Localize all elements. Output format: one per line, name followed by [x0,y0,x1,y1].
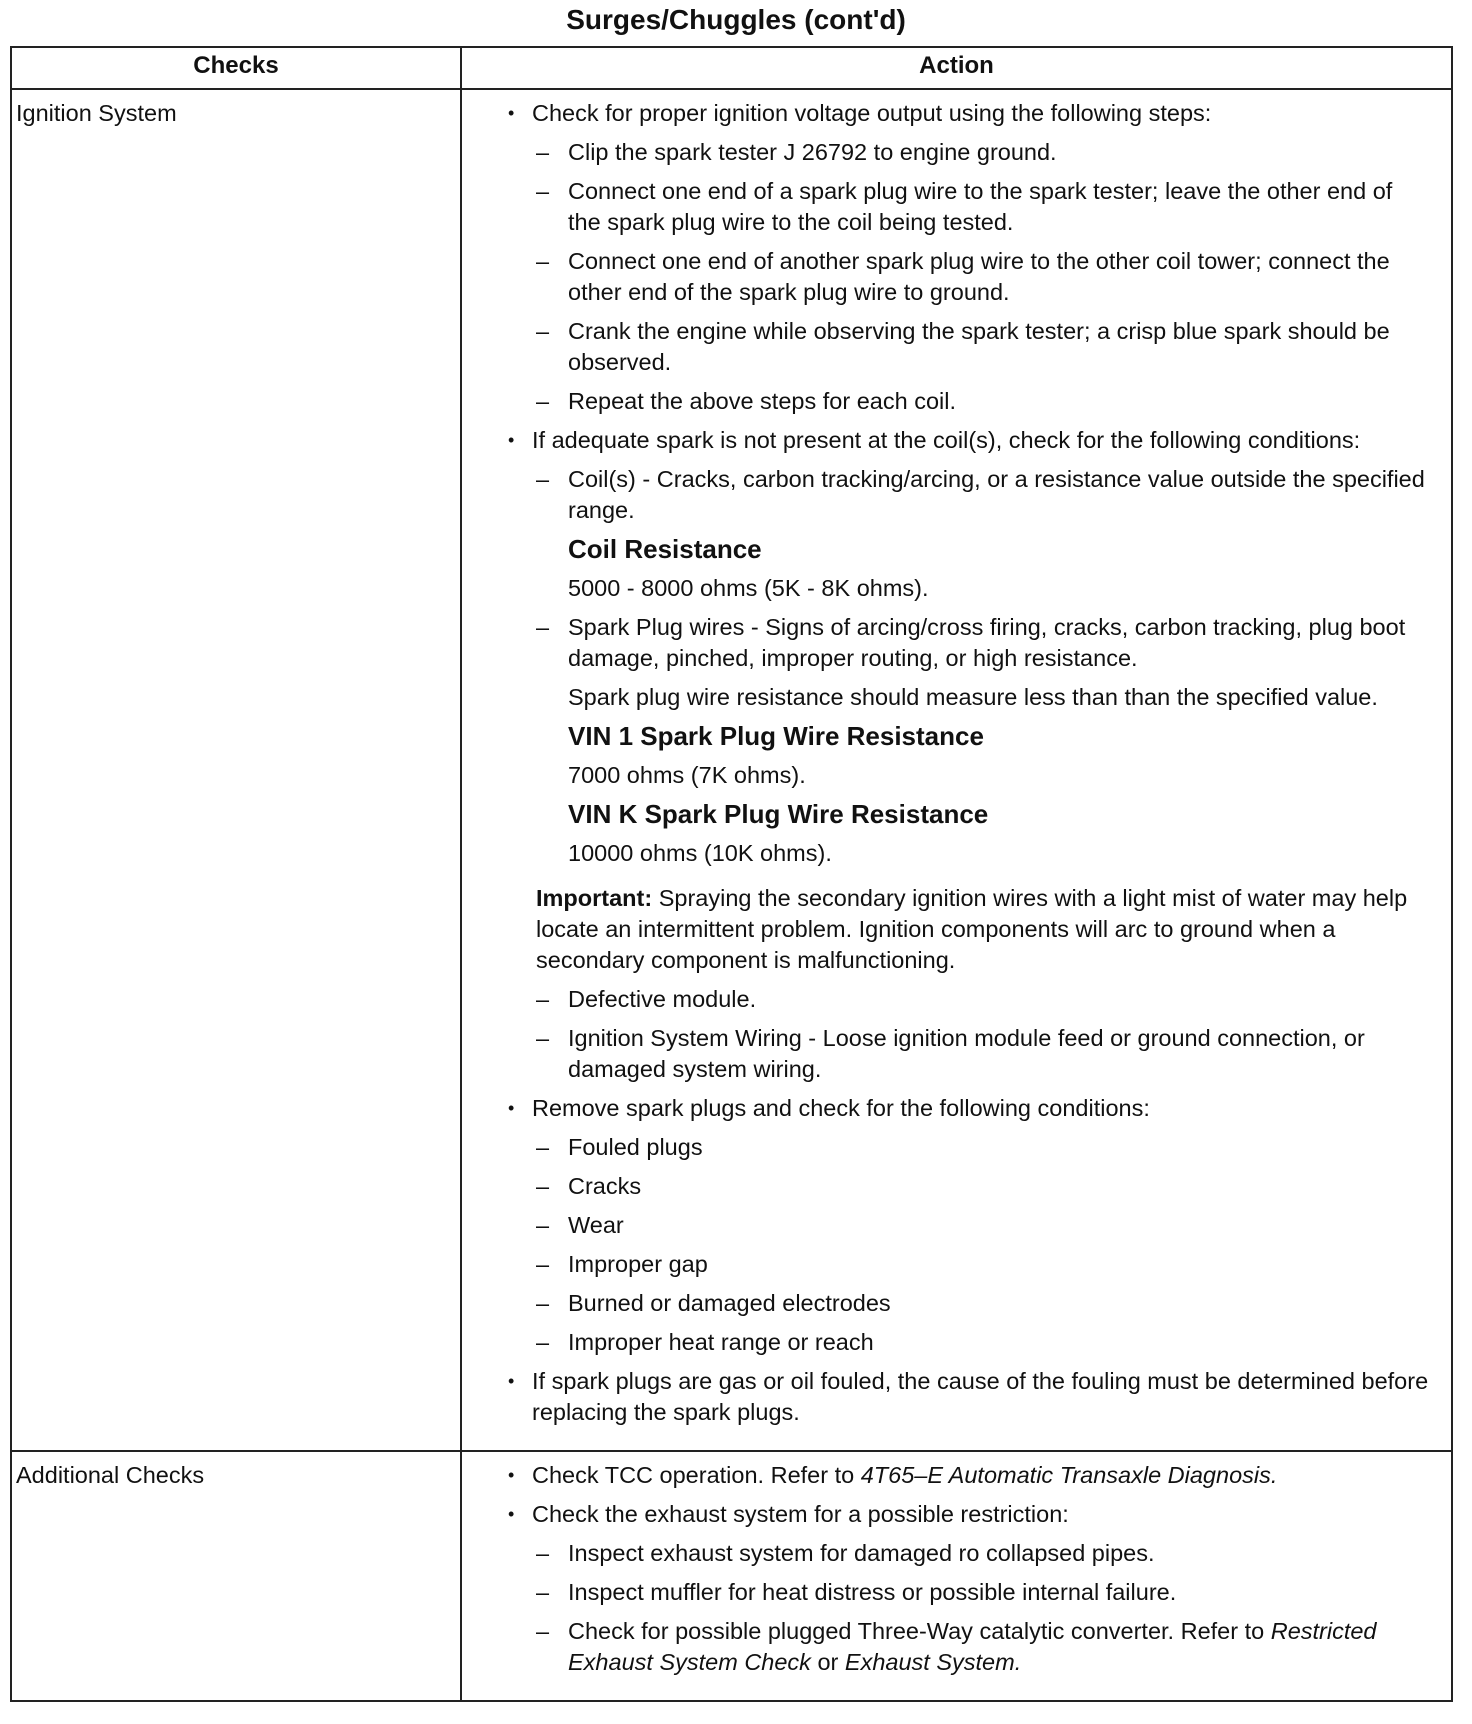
plug-condition: – Improper gap [508,1249,1431,1280]
wire-resistance-note: Spark plug wire resistance should measure less than than the specified value. [568,684,1378,710]
action-header: Action [461,47,1452,89]
action-cell [461,1451,1452,1701]
plug-condition: – Improper heat range or reach [508,1327,1431,1358]
bullet-item: • Check the exhaust system for a possible restriction: [508,1499,1431,1530]
tcc-text: Check TCC operation. Refer to [532,1462,861,1488]
table-row [11,1451,1452,1701]
page-title: Surges/Chuggles (cont'd) [566,4,906,35]
cat-or: or [810,1649,845,1675]
diagnostic-table [10,46,1453,1702]
important-note [508,883,1431,976]
action-cell [461,89,1452,1451]
condition-wiring: – Ignition System Wiring - Loose ignition module feed or ground connection, or damaged system wiring. [508,1023,1431,1085]
plug-condition: – Wear [508,1210,1431,1241]
step-item: – Connect one end of another spark plug wire to the other coil tower; connect the other end of the spark plug wire to ground. [508,246,1431,308]
vin1-resistance-heading: VIN 1 Spark Plug Wire Resistance [568,721,984,751]
plug-condition: – Fouled plugs [508,1132,1431,1163]
bullet-item: • If spark plugs are gas or oil fouled, the cause of the fouling must be determined before replacing the spark plugs. [508,1366,1431,1428]
check-additional: Additional Checks [11,1451,461,1701]
important-text: Spraying the secondary ignition wires with a light mist of water may help locate an intermittent problem. Ignition components will arc to ground when a secondary component is malfunctioning. [536,885,1408,973]
coil-resistance-value: 5000 - 8000 ohms (5K - 8K ohms). [568,575,929,601]
coil-resistance-heading: Coil Resistance [568,534,762,564]
checks-header: Checks [11,47,461,89]
plug-condition: – Burned or damaged electrodes [508,1288,1431,1319]
header-row [11,47,1452,89]
vink-resistance-heading: VIN K Spark Plug Wire Resistance [568,799,989,829]
bullet-item: • If adequate spark is not present at the coil(s), check for the following conditions: [508,425,1431,456]
important-label: Important: [536,885,653,911]
cat-reference-2: Exhaust System. [844,1649,1022,1675]
exhaust-step: – Inspect muffler for heat distress or possible internal failure. [508,1577,1431,1608]
step-item: – Clip the spark tester J 26792 to engine ground. [508,137,1431,168]
check-ignition-system: Ignition System [11,89,461,1451]
step-item: – Connect one end of a spark plug wire to the spark tester; leave the other end of the spark plug wire to the coil being tested. [508,176,1431,238]
bullet-item: • Check for proper ignition voltage output using the following steps: [508,98,1431,129]
step-item: – Repeat the above steps for each coil. [508,386,1431,417]
condition-module: – Defective module. [508,984,1431,1015]
plug-condition: – Cracks [508,1171,1431,1202]
table-row [11,89,1452,1451]
tcc-reference: 4T65–E Automatic Transaxle Diagnosis. [860,1462,1278,1488]
bullet-item [508,1460,1431,1491]
vink-resistance-value: 10000 ohms (10K ohms). [568,840,832,866]
step-item: – Crank the engine while observing the spark tester; a crisp blue spark should be observed. [508,316,1431,378]
condition-spark-plug-wires: – Spark Plug wires - Signs of arcing/cross firing, cracks, carbon tracking, plug boot damage, pinched, improper routing, or high resistance. [508,612,1431,674]
bullet-item: • Remove spark plugs and check for the following conditions: [508,1093,1431,1124]
cat-reference-1: Restricted Exhaust System Check [568,1618,1377,1675]
exhaust-step: – Inspect exhaust system for damaged ro collapsed pipes. [508,1538,1431,1569]
cat-text: Check for possible plugged Three-Way catalytic converter. Refer to [568,1618,1271,1644]
vin1-resistance-value: 7000 ohms (7K ohms). [568,762,806,788]
condition-coil: – Coil(s) - Cracks, carbon tracking/arcing, or a resistance value outside the specified range. [508,464,1431,526]
exhaust-step [508,1616,1431,1678]
